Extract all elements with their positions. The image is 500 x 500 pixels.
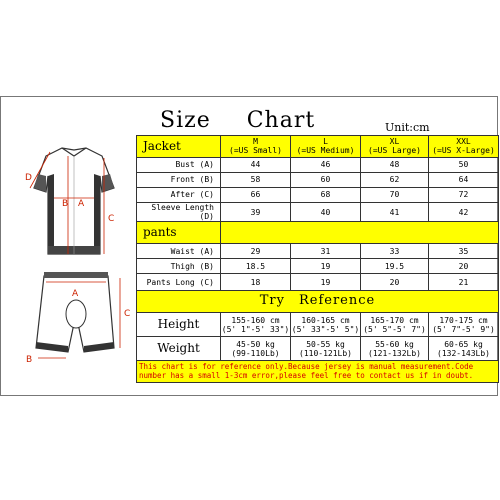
garment-illustration — [16, 136, 134, 394]
cell: 18 — [221, 274, 291, 291]
cell: 42 — [429, 203, 499, 222]
row-label: Sleeve Length (D) — [137, 203, 221, 222]
cell: 33 — [361, 244, 429, 259]
reference-header-row — [137, 291, 499, 313]
table-row — [137, 274, 499, 291]
row-label: Thigh (B) — [137, 259, 221, 274]
shorts-label-a: A — [72, 289, 79, 299]
jersey-label-b: B — [62, 199, 69, 209]
pants-heading: pants — [137, 222, 221, 244]
jacket-header-row — [137, 136, 499, 158]
cell: 19.5 — [361, 259, 429, 274]
jersey-label-c: C — [108, 214, 115, 224]
cell: 58 — [221, 173, 291, 188]
cell: 46 — [291, 158, 361, 173]
title-chart: Chart — [246, 108, 316, 133]
weight-row — [137, 337, 499, 361]
cell: 41 — [361, 203, 429, 222]
cell: 60-65 kg (132-143Lb) — [429, 337, 499, 361]
shorts-label-b: B — [26, 355, 33, 365]
cell: 170-175 cm (5' 7"-5' 9") — [429, 313, 499, 337]
cell: 64 — [429, 173, 499, 188]
cell: 20 — [429, 259, 499, 274]
jersey-label-d: D — [25, 173, 32, 183]
size-table — [136, 135, 499, 383]
cell: 35 — [429, 244, 499, 259]
page-title — [160, 108, 315, 133]
cell: 19 — [291, 259, 361, 274]
row-label: Height — [137, 313, 221, 337]
size-col-m: M (=US Small) — [221, 136, 291, 158]
pants-header-row — [137, 222, 499, 244]
table-row — [137, 188, 499, 203]
cell: 45-50 kg (99-110Lb) — [221, 337, 291, 361]
cell: 62 — [361, 173, 429, 188]
cell: 60 — [291, 173, 361, 188]
cell: 20 — [361, 274, 429, 291]
cell: 155-160 cm (5' 1"-5' 33") — [221, 313, 291, 337]
unit-label: Unit:cm — [385, 121, 430, 134]
row-label: Front (B) — [137, 173, 221, 188]
cell: 39 — [221, 203, 291, 222]
row-label: Weight — [137, 337, 221, 361]
cell: 50-55 kg (110-121Lb) — [291, 337, 361, 361]
note-row — [137, 361, 499, 383]
row-label: Pants Long (C) — [137, 274, 221, 291]
size-col-xl: XL (=US Large) — [361, 136, 429, 158]
cell: 68 — [291, 188, 361, 203]
cell: 18.5 — [221, 259, 291, 274]
height-row — [137, 313, 499, 337]
shorts-label-c: C — [124, 309, 131, 319]
jersey-drawing — [34, 148, 114, 254]
table-row — [137, 173, 499, 188]
table-row — [137, 244, 499, 259]
reference-heading: Try Reference — [137, 291, 499, 313]
size-col-l: L (=US Medium) — [291, 136, 361, 158]
jacket-heading: Jacket — [137, 136, 221, 158]
cell: 48 — [361, 158, 429, 173]
jersey-label-a: A — [78, 199, 85, 209]
row-label: Waist (A) — [137, 244, 221, 259]
cell: 165-170 cm (5' 5"-5' 7") — [361, 313, 429, 337]
pants-header-fill — [221, 222, 499, 244]
shorts-drawing — [36, 272, 114, 352]
cell: 19 — [291, 274, 361, 291]
cell: 40 — [291, 203, 361, 222]
size-col-xxl: XXL (=US X-Large) — [429, 136, 499, 158]
title-size: Size — [160, 108, 211, 133]
cell: 21 — [429, 274, 499, 291]
row-label: Bust (A) — [137, 158, 221, 173]
cell: 72 — [429, 188, 499, 203]
table-row — [137, 203, 499, 222]
row-label: After (C) — [137, 188, 221, 203]
cell: 31 — [291, 244, 361, 259]
cell: 55-60 kg (121-132Lb) — [361, 337, 429, 361]
disclaimer-note: This chart is for reference only.Because jersey is manual measurement.Code number has a small 1-3cm error,please feel free to contact us if in doubt. — [137, 361, 499, 383]
table-row — [137, 158, 499, 173]
cell: 44 — [221, 158, 291, 173]
table-row — [137, 259, 499, 274]
cell: 70 — [361, 188, 429, 203]
cell: 50 — [429, 158, 499, 173]
cell: 29 — [221, 244, 291, 259]
cell: 66 — [221, 188, 291, 203]
cell: 160-165 cm (5' 33"-5' 5") — [291, 313, 361, 337]
